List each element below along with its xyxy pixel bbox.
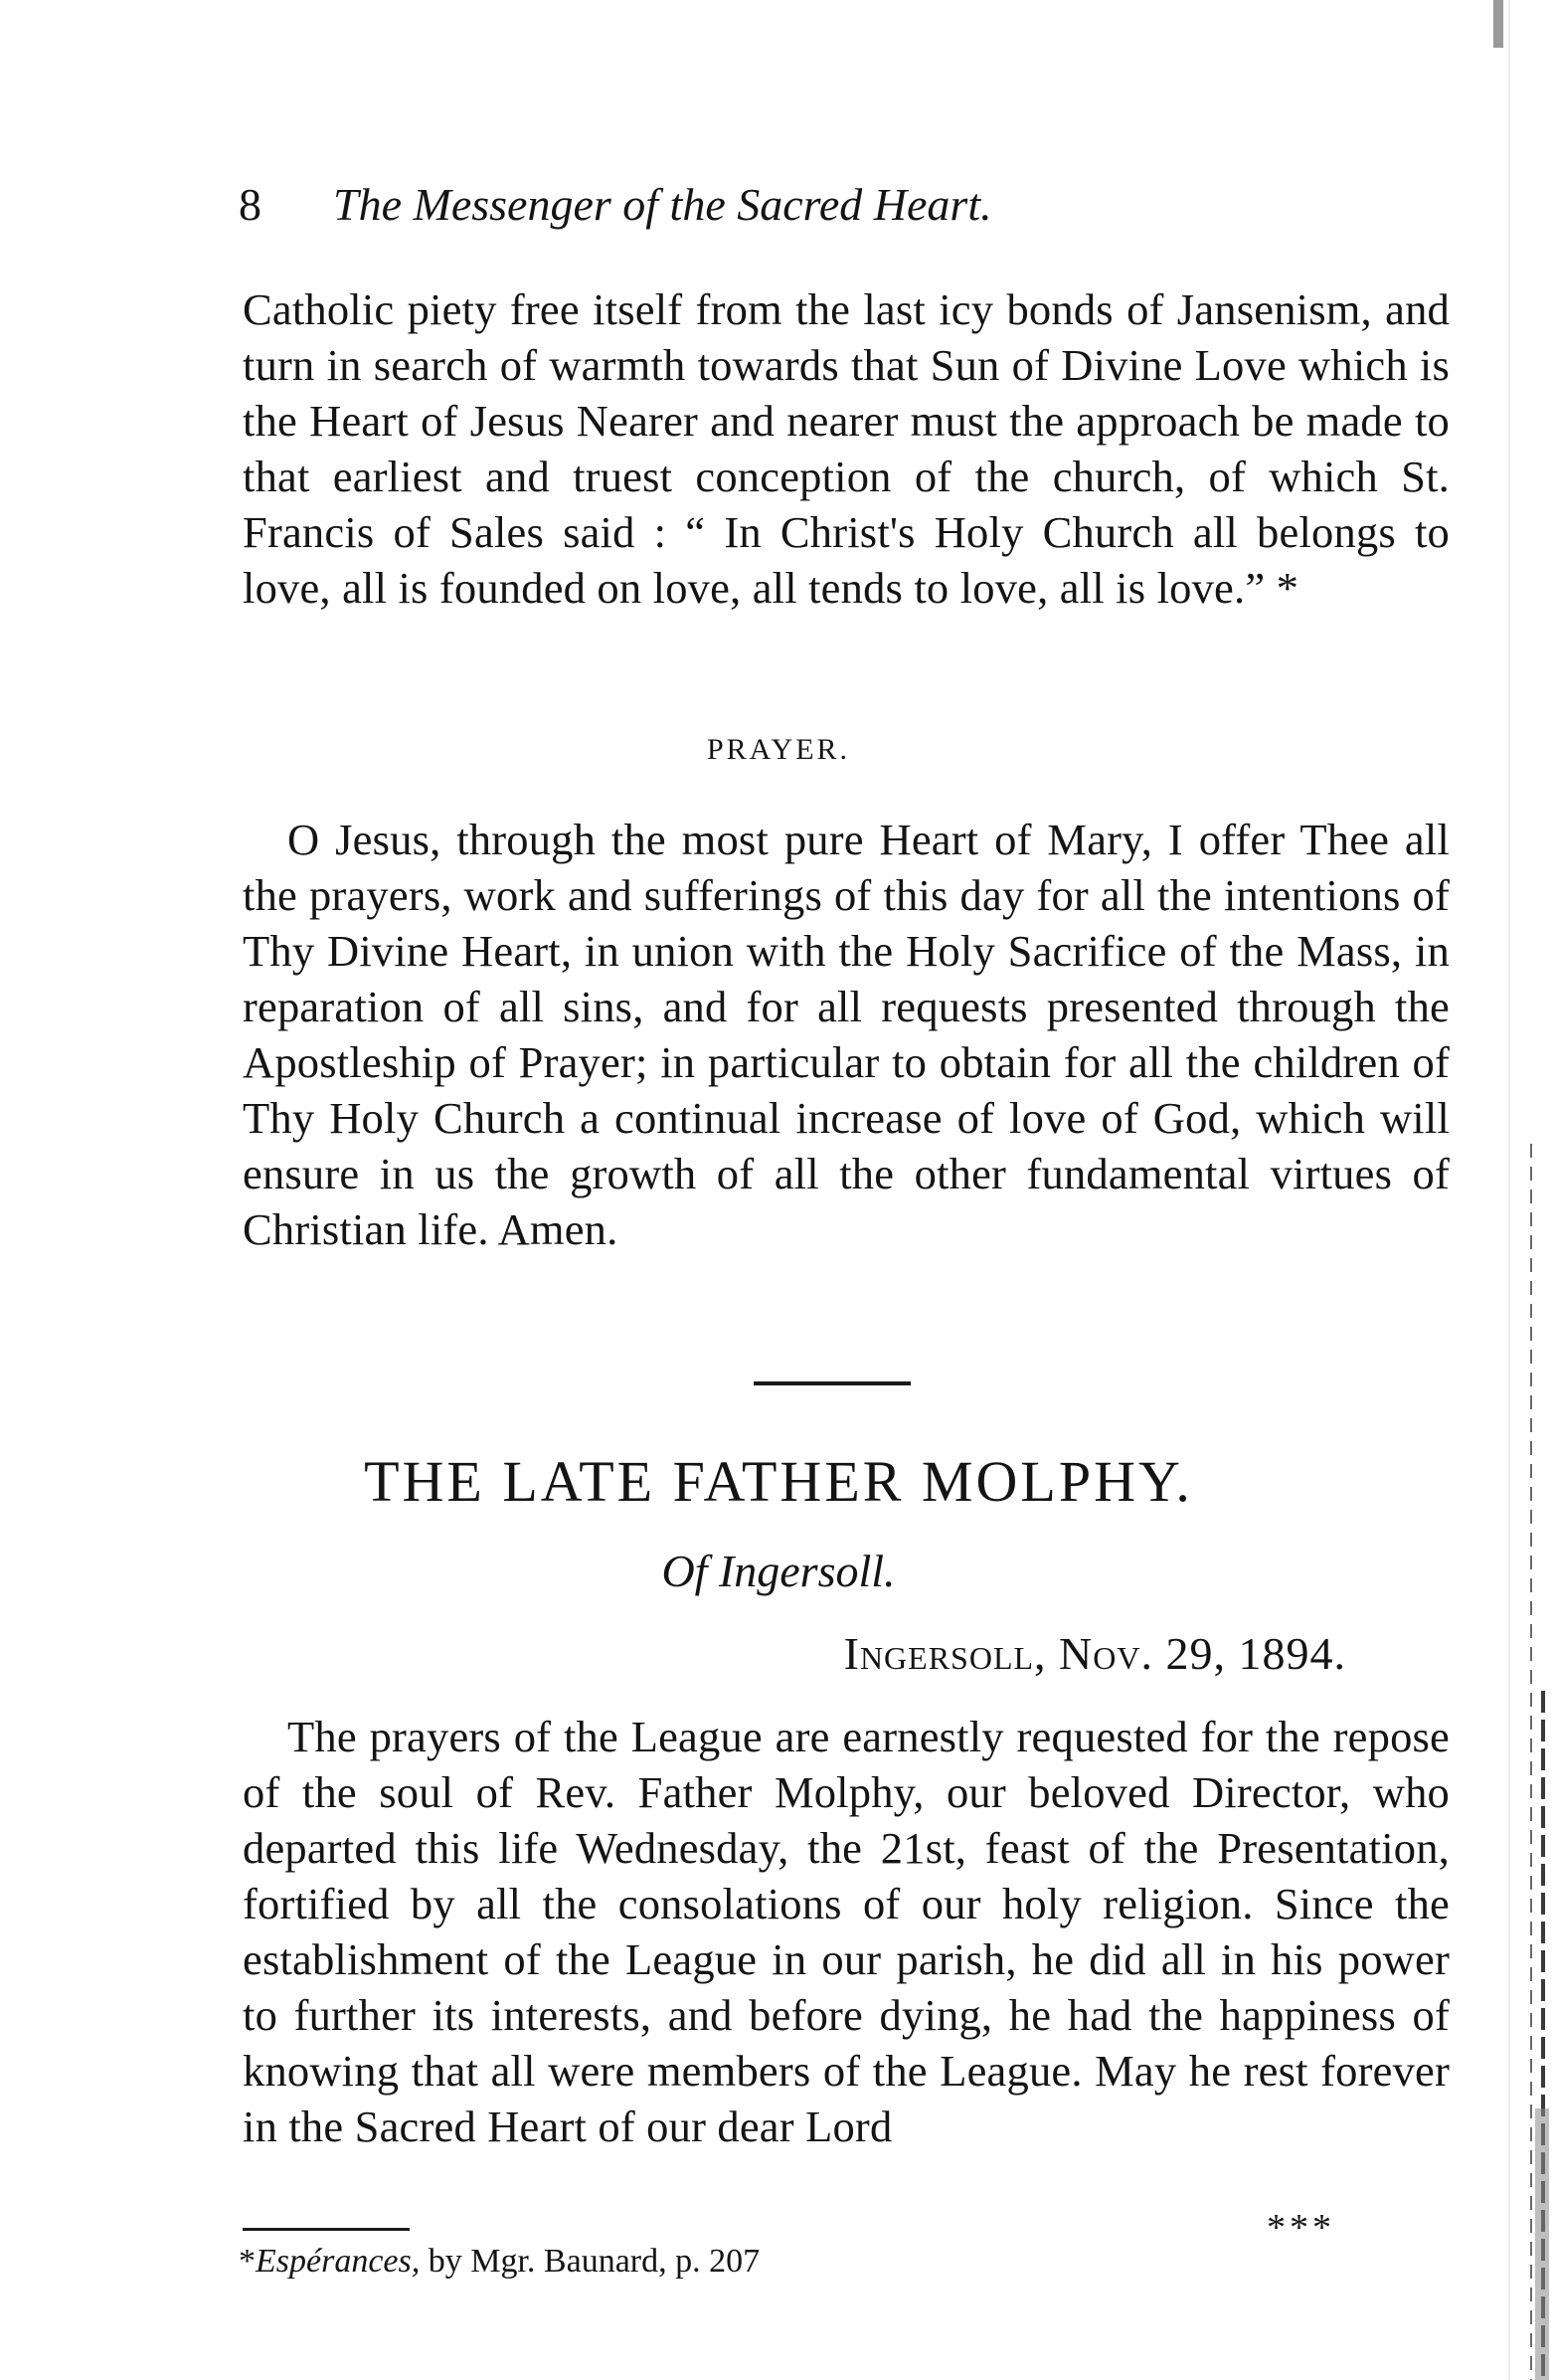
article-title: THE LATE FATHER MOLPHY.	[364, 1449, 1193, 1514]
running-header	[239, 177, 1452, 233]
continued-paragraph: Catholic piety free itself from the last icy bonds of Jansenism, and turn in search of warmth towards that Sun of Divine Love which is the Heart of Jesus Nearer and nearer must the approach be made to that earliest and truest conception of the church, of which St. Francis of Sales said : “ In Christ's Holy Church all belongs to love, all is founded on love, all tends to love, all is love.” *	[243, 284, 1450, 613]
running-title: The Messenger of the Sacred Heart.	[333, 179, 992, 230]
footnote-marker: *	[239, 2243, 256, 2280]
article-subtitle: Of Ingersoll.	[661, 1546, 896, 1596]
prayer-paragraph-block	[243, 812, 1450, 1257]
scanned-binding-edge	[1491, 0, 1557, 2380]
article-dateline: Ingersoll, Nov. 29, 1894.	[843, 1628, 1346, 1679]
prayer-text: O Jesus, through the most pure Heart of Mary, I offer Thee all the prayers, work and sufferings of this day for all the intentions of Thy Divine Heart, in union with the Holy Sacrifice of the Mass, in reparation of all sins, and for all requests presented through the Apostleship of Prayer; in particular to obtain for all the children of Thy Holy Church a continual increase of love of God, which will ensure in us the growth of all the other fundamental virtues of Christian life. Amen.	[243, 815, 1450, 1254]
article-body: The prayers of the League are earnestly requested for the repose of the soul of Rev. Father Molphy, our beloved Director, who departed this life Wednesday, the 21st, feast of the Presentation, fortified by all the consolations of our holy religion. Since the establishment of the League in our parish, he did all in his power to further its interests, and before dying, he had the happiness of knowing that all were members of the League. May he rest forever in the Sacred Heart of our dear Lord	[243, 1712, 1450, 2151]
article-body-block	[243, 1709, 1450, 2154]
footnote-citation: by Mgr. Baunard, p. 207	[420, 2243, 761, 2280]
footnote	[239, 2240, 760, 2284]
footnote-rule	[243, 2228, 410, 2231]
page-number: 8	[239, 179, 261, 230]
section-divider	[754, 1381, 911, 1385]
continued-paragraph-block	[243, 281, 1450, 616]
prayer-heading: PRAYER.	[706, 733, 851, 766]
footnote-work-title: Espérances,	[256, 2243, 421, 2280]
signature-asterisks: ***	[1267, 2207, 1335, 2249]
